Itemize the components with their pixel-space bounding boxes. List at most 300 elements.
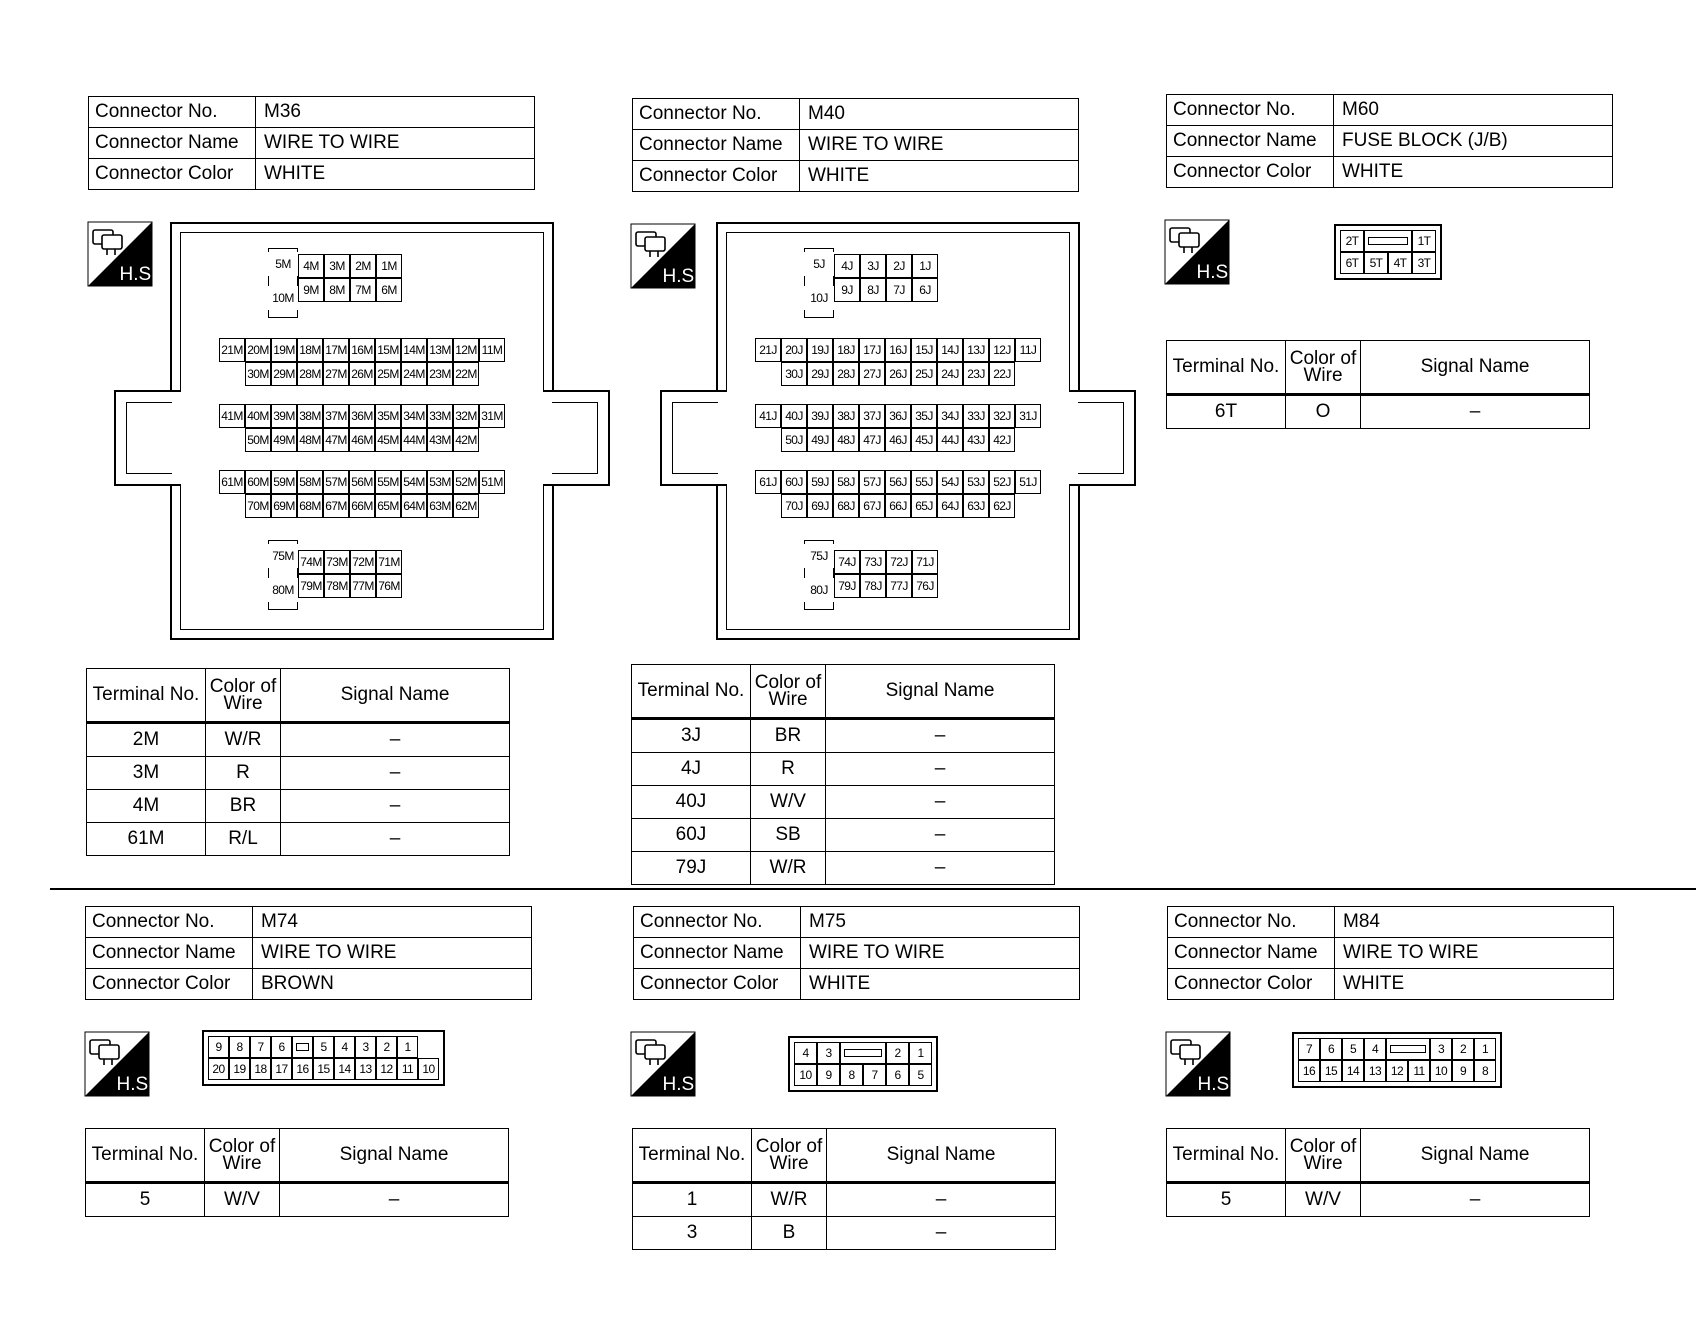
pin-cell: 58J (833, 470, 859, 494)
connector-color-value: BROWN (253, 969, 532, 1000)
pin-cell: 21J (755, 338, 781, 362)
pin-cell: 10 (794, 1064, 817, 1086)
cell-signal: – (827, 1183, 1056, 1217)
pin-cell: 63J (963, 494, 989, 518)
pin-cell: 53M (427, 470, 453, 494)
pin-cell: 1 (909, 1042, 932, 1064)
table-row (633, 1217, 1056, 1250)
cell-terminal: 6T (1167, 395, 1286, 429)
connector-name-value: WIRE TO WIRE (253, 938, 532, 969)
color-of-label: Color of (755, 1136, 823, 1157)
table-row (1167, 395, 1590, 429)
pin-cell: 74J (834, 550, 860, 574)
pin-cell: 6M (376, 278, 402, 302)
pin-cell: 79M (298, 574, 324, 598)
pin-cell: 16M (349, 338, 375, 362)
pin-cell: 56J (885, 470, 911, 494)
pin-cell: 8 (229, 1036, 250, 1058)
cell-signal: – (281, 790, 510, 823)
cell-signal: – (281, 823, 510, 856)
pin-cell: 40M (245, 404, 271, 428)
connector-name-value: WIRE TO WIRE (1335, 938, 1614, 969)
pin-cell: 43J (963, 428, 989, 452)
pin-cell: 10M (268, 286, 298, 310)
pin-cell: 1 (1474, 1038, 1496, 1060)
pin-cell: 11 (397, 1058, 418, 1080)
pin-cell: 53J (963, 470, 989, 494)
connector-color-value: WHITE (800, 161, 1079, 192)
pin-cell: 8M (324, 278, 350, 302)
connector-diagram-m75 (788, 1036, 942, 1098)
pin-cell: 67M (323, 494, 349, 518)
pin-cell: 14 (334, 1058, 355, 1080)
pin-cell (1364, 230, 1412, 252)
pin-cell: 65M (375, 494, 401, 518)
pin-cell: 64J (937, 494, 963, 518)
pin-cell: 14 (1342, 1060, 1364, 1082)
pin-cell: 49J (807, 428, 833, 452)
pin-cell: 25J (911, 362, 937, 386)
pin-cell: 27J (859, 362, 885, 386)
pin-cell: 3J (860, 254, 886, 278)
pin-cell: 6 (1320, 1038, 1342, 1060)
pin-cell: 10J (804, 286, 834, 310)
pin-cell: 33M (427, 404, 453, 428)
pin-cell: 8 (840, 1064, 863, 1086)
section-divider (50, 888, 1696, 890)
cell-wire: W/V (751, 786, 826, 819)
pin-cell: 78J (860, 574, 886, 598)
pin-cell: 39J (807, 404, 833, 428)
cell-terminal: 1 (633, 1183, 752, 1217)
pin-cell: 65J (911, 494, 937, 518)
hs-label: H.S. (1197, 1074, 1235, 1095)
connector-color-value: WHITE (1334, 157, 1613, 188)
table-header-row (632, 665, 1055, 719)
pin-cell: 16J (885, 338, 911, 362)
terminal-no-header: Terminal No. (632, 665, 751, 719)
connector-name-value: WIRE TO WIRE (256, 128, 535, 159)
pin-cell: 40J (781, 404, 807, 428)
connector-name-label: Connector Name (86, 938, 253, 969)
pin-cell: 41J (755, 404, 781, 428)
pin-cell: 27M (323, 362, 349, 386)
pin-cell: 49M (271, 428, 297, 452)
pin-cell: 42J (989, 428, 1015, 452)
cell-wire: SB (751, 819, 826, 852)
connector-no-value: M36 (256, 97, 535, 128)
connector-no-label: Connector No. (634, 907, 801, 938)
connector-name-value: WIRE TO WIRE (801, 938, 1080, 969)
cell-wire: R (751, 753, 826, 786)
pin-cell: 51M (479, 470, 505, 494)
pin-cell: 73J (860, 550, 886, 574)
hs-label: H.S. (662, 1074, 700, 1095)
pin-cell: 12M (453, 338, 479, 362)
connector-no-label: Connector No. (89, 97, 256, 128)
harness-side-icon (85, 1032, 154, 1096)
pin-cell: 3 (355, 1036, 376, 1058)
pin-cell: 66M (349, 494, 375, 518)
pin-cell: 33J (963, 404, 989, 428)
table-row (632, 786, 1055, 819)
connector-info-m84 (1167, 906, 1614, 1000)
color-of-wire-header (751, 665, 826, 719)
connector-color-label: Connector Color (1168, 969, 1335, 1000)
cell-wire: W/V (205, 1183, 280, 1217)
pin-cell: 22M (453, 362, 479, 386)
cell-wire: R/L (206, 823, 281, 856)
connector-info-m75 (633, 906, 1080, 1000)
pin-cell: 52M (453, 470, 479, 494)
pin-cell: 35M (375, 404, 401, 428)
terminal-table-m60 (1166, 340, 1590, 429)
connector-info-m74 (85, 906, 532, 1000)
connector-diagram-m84 (1292, 1032, 1510, 1092)
pin-cell: 15 (313, 1058, 334, 1080)
connector-name-label: Connector Name (89, 128, 256, 159)
pin-cell: 20M (245, 338, 271, 362)
pin-cell: 2M (350, 254, 376, 278)
terminal-no-header: Terminal No. (87, 669, 206, 723)
pin-cell: 48J (833, 428, 859, 452)
pin-cell: 75M (268, 544, 298, 568)
pin-cell: 3 (817, 1042, 840, 1064)
pin-cell: 14J (937, 338, 963, 362)
pin-cell: 9M (298, 278, 324, 302)
cell-wire: W/V (1286, 1183, 1361, 1217)
pin-cell: 30J (781, 362, 807, 386)
terminal-table-m40 (631, 664, 1055, 885)
hs-label: H.S. (662, 266, 700, 287)
pin-cell: 76M (376, 574, 402, 598)
pin-cell: 16 (292, 1058, 313, 1080)
cell-signal: – (1361, 395, 1590, 429)
pin-cell: 55J (911, 470, 937, 494)
pin-cell: 32M (453, 404, 479, 428)
pin-cell: 2 (1452, 1038, 1474, 1060)
cell-signal: – (280, 1183, 509, 1217)
pin-cell: 19J (807, 338, 833, 362)
pin-cell: 34J (937, 404, 963, 428)
cell-terminal: 40J (632, 786, 751, 819)
pin-cell: 21M (219, 338, 245, 362)
harness-side-icon (631, 1032, 700, 1096)
pin-cell: 29J (807, 362, 833, 386)
pin-cell: 5M (268, 252, 298, 276)
housing-mask (718, 392, 734, 484)
terminal-table-m74 (85, 1128, 509, 1217)
pin-cell: 10 (1430, 1060, 1452, 1082)
table-row (87, 723, 510, 757)
pin-cell: 39M (271, 404, 297, 428)
terminal-no-header: Terminal No. (86, 1129, 205, 1183)
pin-cell: 74M (298, 550, 324, 574)
wire-label: Wire (768, 689, 808, 710)
pin-cell: 5 (909, 1064, 932, 1086)
pin-cell: 26J (885, 362, 911, 386)
cell-signal: – (826, 753, 1055, 786)
pin-cell: 62J (989, 494, 1015, 518)
pin-cell: 2 (886, 1042, 909, 1064)
terminal-table-m84 (1166, 1128, 1590, 1217)
color-of-label: Color of (1289, 1136, 1357, 1157)
pin-cell: 8 (1474, 1060, 1496, 1082)
connector-no-value: M75 (801, 907, 1080, 938)
pin-cell: 72J (886, 550, 912, 574)
pin-cell: 66J (885, 494, 911, 518)
connector-no-value: M60 (1334, 95, 1613, 126)
table-header-row (1167, 341, 1590, 395)
pin-cell: 10 (418, 1058, 439, 1080)
table-header-row (86, 1129, 509, 1183)
pin-cell: 32J (989, 404, 1015, 428)
pin-cell: 13 (355, 1058, 376, 1080)
hs-label: H.S. (119, 264, 157, 285)
pin-cell: 12 (376, 1058, 397, 1080)
table-header-row (1167, 1129, 1590, 1183)
pin-cell: 29M (271, 362, 297, 386)
pin-cell (840, 1042, 886, 1064)
table-row (1167, 1183, 1590, 1217)
lock-tab (844, 1049, 882, 1057)
table-row (632, 819, 1055, 852)
terminal-no-header: Terminal No. (1167, 1129, 1286, 1183)
pin-cell: 37M (323, 404, 349, 428)
color-of-wire-header (205, 1129, 280, 1183)
pin-cell: 45J (911, 428, 937, 452)
table-row (632, 852, 1055, 885)
connector-no-label: Connector No. (633, 99, 800, 130)
pin-cell: 4J (834, 254, 860, 278)
wire-label: Wire (223, 693, 263, 714)
pin-cell: 20J (781, 338, 807, 362)
pin-cell: 5 (1342, 1038, 1364, 1060)
pin-cell: 37J (859, 404, 885, 428)
pin-cell: 25M (375, 362, 401, 386)
table-header-row (633, 1129, 1056, 1183)
pin-cell: 69M (271, 494, 297, 518)
signal-name-header: Signal Name (826, 665, 1055, 719)
color-of-wire-header (752, 1129, 827, 1183)
pin-cell: 44J (937, 428, 963, 452)
pin-cell: 4 (1364, 1038, 1386, 1060)
pin-cell: 47M (323, 428, 349, 452)
cell-terminal: 5 (86, 1183, 205, 1217)
pin-cell: 46J (885, 428, 911, 452)
connector-color-label: Connector Color (1167, 157, 1334, 188)
cell-wire: BR (206, 790, 281, 823)
connector-diagram-m40 (660, 222, 1136, 640)
connector-color-label: Connector Color (634, 969, 801, 1000)
connector-name-label: Connector Name (634, 938, 801, 969)
pin-cell: 4M (298, 254, 324, 278)
pin-cell: 12J (989, 338, 1015, 362)
pin-cell: 2J (886, 254, 912, 278)
color-of-label: Color of (209, 676, 277, 697)
pin-cell: 13J (963, 338, 989, 362)
pin-cell: 13 (1364, 1060, 1386, 1082)
pin-cell: 68M (297, 494, 323, 518)
pin-cell: 7J (886, 278, 912, 302)
pin-cell: 16 (1298, 1060, 1320, 1082)
pin-cell: 18J (833, 338, 859, 362)
pin-cell: 45M (375, 428, 401, 452)
cell-signal: – (281, 757, 510, 790)
cell-wire: BR (751, 719, 826, 753)
pin-cell: 42M (453, 428, 479, 452)
pin-cell: 62M (453, 494, 479, 518)
pin-cell: 57M (323, 470, 349, 494)
connector-color-value: WHITE (1335, 969, 1614, 1000)
pin-cell: 70M (245, 494, 271, 518)
terminal-no-header: Terminal No. (633, 1129, 752, 1183)
pin-cell: 15 (1320, 1060, 1342, 1082)
signal-name-header: Signal Name (280, 1129, 509, 1183)
connector-name-label: Connector Name (1168, 938, 1335, 969)
pin-cell: 1T (1412, 230, 1436, 252)
pin-cell: 4T (1388, 252, 1412, 274)
signal-name-header: Signal Name (1361, 341, 1590, 395)
harness-side-icon (1165, 220, 1234, 284)
terminal-table-m36 (86, 668, 510, 856)
wire-label: Wire (1303, 365, 1343, 386)
pin-cell: 61J (755, 470, 781, 494)
pin-cell: 7M (350, 278, 376, 302)
pin-cell: 43M (427, 428, 453, 452)
pin-cell: 5T (1364, 252, 1388, 274)
pin-cell: 9J (834, 278, 860, 302)
pin-cell: 17J (859, 338, 885, 362)
color-of-label: Color of (1289, 348, 1357, 369)
table-row (87, 790, 510, 823)
pin-cell: 28M (297, 362, 323, 386)
pin-cell (1386, 1038, 1430, 1060)
pin-cell: 11J (1015, 338, 1041, 362)
pin-cell: 50M (245, 428, 271, 452)
cell-terminal: 79J (632, 852, 751, 885)
pin-cell: 38M (297, 404, 323, 428)
cell-signal: – (281, 723, 510, 757)
pin-cell: 48M (297, 428, 323, 452)
pin-cell: 17 (271, 1058, 292, 1080)
connector-no-value: M40 (800, 99, 1079, 130)
pin-cell: 75J (804, 544, 834, 568)
pin-cell: 72M (350, 550, 376, 574)
color-of-wire-header (206, 669, 281, 723)
color-of-label: Color of (208, 1136, 276, 1157)
pin-cell: 2 (376, 1036, 397, 1058)
signal-name-header: Signal Name (827, 1129, 1056, 1183)
pin-cell: 14M (401, 338, 427, 362)
connector-name-value: FUSE BLOCK (J/B) (1334, 126, 1613, 157)
connector-no-value: M84 (1335, 907, 1614, 938)
pin-cell: 26M (349, 362, 375, 386)
pin-cell: 30M (245, 362, 271, 386)
pin-cell: 4 (334, 1036, 355, 1058)
pin-cell: 60J (781, 470, 807, 494)
pin-cell: 19 (229, 1058, 250, 1080)
connector-no-value: M74 (253, 907, 532, 938)
pin-cell: 28J (833, 362, 859, 386)
pin-cell: 76J (912, 574, 938, 598)
connector-info-m60 (1166, 94, 1613, 188)
pin-cell: 36J (885, 404, 911, 428)
cell-signal: – (826, 819, 1055, 852)
pin-cell: 9 (208, 1036, 229, 1058)
cell-terminal: 60J (632, 819, 751, 852)
cell-terminal: 4M (87, 790, 206, 823)
pin-cell: 12 (1386, 1060, 1408, 1082)
pin-cell: 11M (479, 338, 505, 362)
pin-cell: 35J (911, 404, 937, 428)
pin-cell: 1M (376, 254, 402, 278)
pin-cell: 59M (271, 470, 297, 494)
pin-cell: 80M (268, 578, 298, 602)
pin-cell: 6 (886, 1064, 909, 1086)
housing-mask (536, 392, 552, 484)
connector-color-label: Connector Color (86, 969, 253, 1000)
pin-cell (292, 1036, 313, 1058)
housing-mask (1062, 392, 1078, 484)
pin-cell: 7 (1298, 1038, 1320, 1060)
pin-cell: 6T (1340, 252, 1364, 274)
connector-name-value: WIRE TO WIRE (800, 130, 1079, 161)
cell-wire: O (1286, 395, 1361, 429)
pin-cell: 52J (989, 470, 1015, 494)
cell-signal: – (1361, 1183, 1590, 1217)
hs-label: H.S. (1196, 262, 1234, 283)
pin-cell: 44M (401, 428, 427, 452)
pin-cell: 5 (313, 1036, 334, 1058)
cell-terminal: 3J (632, 719, 751, 753)
harness-side-icon (1166, 1032, 1235, 1096)
pin-cell: 31J (1015, 404, 1041, 428)
pin-cell: 73M (324, 550, 350, 574)
pin-cell: 18M (297, 338, 323, 362)
pin-cell: 78M (324, 574, 350, 598)
pin-cell: 18 (250, 1058, 271, 1080)
pin-cell: 7 (250, 1036, 271, 1058)
color-of-wire-header (1286, 1129, 1361, 1183)
pin-cell: 54J (937, 470, 963, 494)
pin-cell: 1J (912, 254, 938, 278)
pin-cell: 58M (297, 470, 323, 494)
cell-wire: R (206, 757, 281, 790)
pin-cell: 69J (807, 494, 833, 518)
pin-cell: 77J (886, 574, 912, 598)
table-row (632, 719, 1055, 753)
connector-no-label: Connector No. (1167, 95, 1334, 126)
cell-terminal: 4J (632, 753, 751, 786)
cell-terminal: 61M (87, 823, 206, 856)
pin-cell: 20 (208, 1058, 229, 1080)
pin-cell: 38J (833, 404, 859, 428)
connector-diagram-m36 (114, 222, 610, 640)
pin-cell: 59J (807, 470, 833, 494)
connector-color-value: WHITE (801, 969, 1080, 1000)
connector-name-label: Connector Name (1167, 126, 1334, 157)
connector-color-label: Connector Color (633, 161, 800, 192)
connector-color-value: WHITE (256, 159, 535, 190)
pin-cell: 13M (427, 338, 453, 362)
pin-cell: 11 (1408, 1060, 1430, 1082)
hs-label: H.S. (116, 1074, 154, 1095)
cell-terminal: 3 (633, 1217, 752, 1250)
pin-cell: 56M (349, 470, 375, 494)
cell-wire: B (752, 1217, 827, 1250)
pin-cell: 9 (817, 1064, 840, 1086)
